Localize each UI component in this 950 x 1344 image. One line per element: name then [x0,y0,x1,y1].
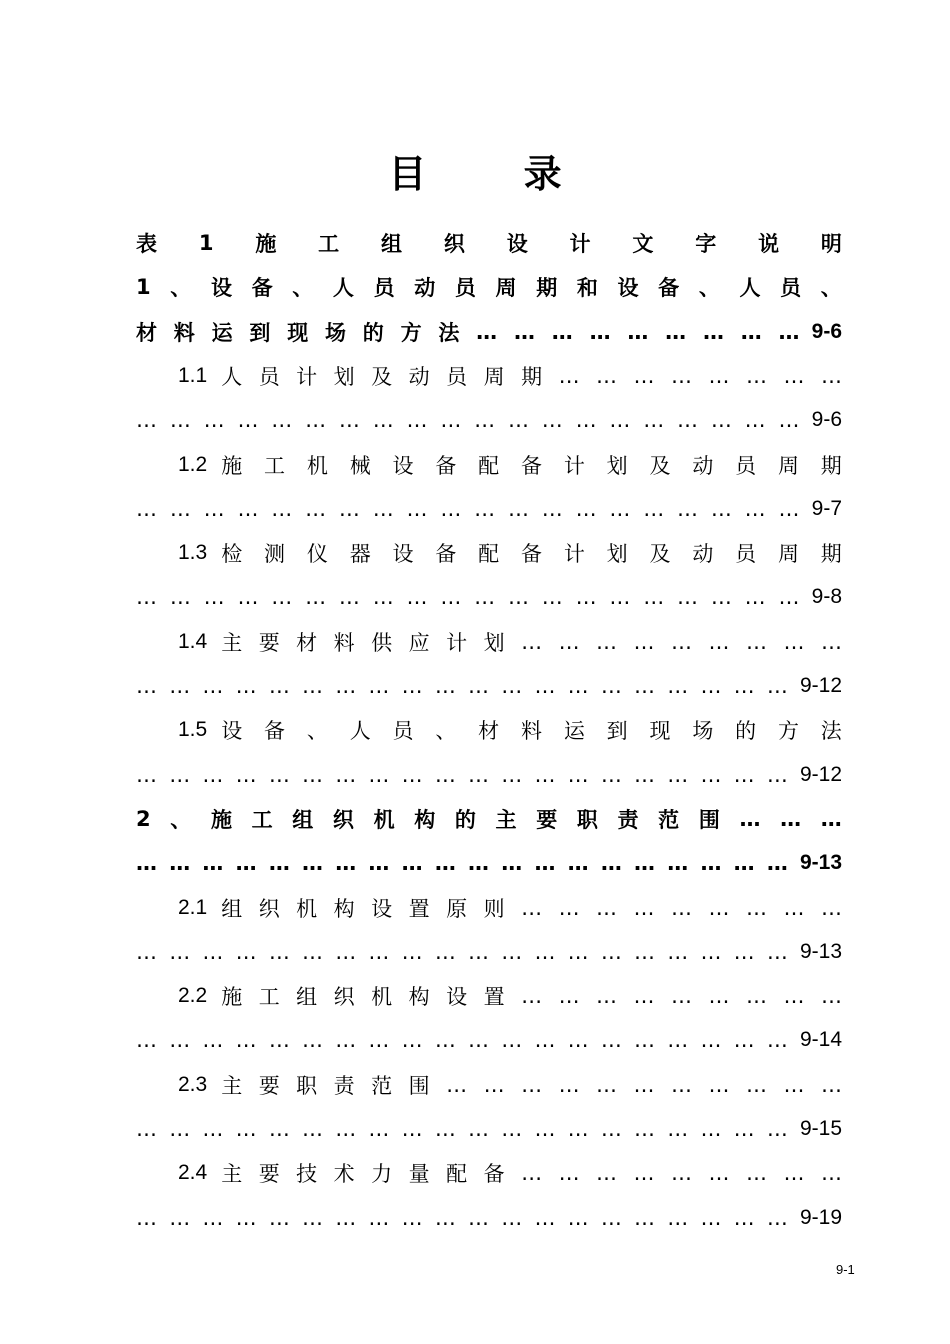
toc-entry-text: 设 备 、 人 员 、 材 料 运 到 现 场 的 方 法 [221,719,842,744]
toc-entry-text: … … … … … … … … … … … … … … … … … … … … [136,939,788,964]
toc-entry-text: 主 要 材 料 供 应 计 划 … … … … … … … … … [221,629,842,655]
toc-entry-text: … … … … … … … … … … … … … … … … … … … … [136,1205,788,1230]
toc-entry-text: 人 员 计 划 及 动 员 周 期 … … … … … … … … [221,363,842,389]
toc-entry-text: 材 料 运 到 现 场 的 方 法 … … … … … … … … … [136,319,800,345]
toc-entry-text: … … … … … … … … … … … … … … … … … … … … [136,496,800,521]
toc-page-ref: 9-13 [799,939,842,963]
toc-entry-text: 施 工 机 械 设 备 配 备 计 划 及 动 员 周 期 [221,453,842,478]
toc-line [178,1151,842,1195]
toc-line [136,221,842,265]
toc-entry-text: … … … … … … … … … … … … … … … … … … … … [136,408,800,433]
toc-section-number: 2.1 [178,895,208,919]
toc-line [178,886,842,930]
toc-line [136,1018,842,1062]
toc-section-number: 1.3 [178,541,208,565]
toc-section-number: 2.2 [178,984,208,1008]
toc-line [136,575,842,619]
toc-page-ref: 9-14 [799,1028,842,1052]
toc-page-ref: 9-7 [811,496,842,520]
toc-entry-text: 表 1 施 工 组 织 设 计 文 字 说 明 [136,231,842,256]
toc-entry-text: 2 、 施 工 组 织 机 构 的 主 要 职 责 范 围 … … … [136,806,842,832]
toc-line [136,487,842,531]
toc-section-number: 2.3 [178,1072,208,1096]
toc-entry-text: … … … … … … … … … … … … … … … … … … … … [136,674,788,698]
toc-line [136,841,842,885]
toc-section-number: 1.2 [178,452,208,476]
toc-line [136,310,842,354]
toc-page-ref: 9-6 [811,408,842,432]
toc-page-ref: 9-8 [811,585,842,609]
toc-page-ref: 9-12 [799,674,842,697]
toc-line [178,354,842,398]
toc-entry-text: 1 、 设 备 、 人 员 动 员 周 期 和 设 备 、 人 员 、 [136,275,842,301]
toc-line [178,974,842,1018]
toc-line [178,708,842,752]
toc-line [136,1107,842,1151]
page-number: 9-1 [836,1262,855,1277]
toc-entry-text: … … … … … … … … … … … … … … … … … … … … [136,1028,788,1053]
toc-entry-text: … … … … … … … … … … … … … … … … … … … … [136,585,800,610]
toc-line [178,443,842,487]
toc-entry-text: … … … … … … … … … … … … … … … … … … … … [136,851,788,876]
toc-line [136,930,842,974]
toc-page-ref: 9-15 [799,1117,842,1140]
toc-line [178,531,842,575]
toc-entry-text: 主 要 职 责 范 围 … … … … … … … … … … … [221,1072,842,1098]
toc-section-number: 1.5 [178,718,208,742]
toc-entry-text: … … … … … … … … … … … … … … … … … … … … [136,1117,788,1141]
toc-line [136,797,842,841]
toc-entry-text: 施 工 组 织 机 构 设 置 … … … … … … … … … [221,984,842,1010]
toc-entry-text: 检 测 仪 器 设 备 配 备 计 划 及 动 员 周 期 [221,542,842,567]
toc-line [136,664,842,708]
toc-entry-text: 组 织 机 构 设 置 原 则 … … … … … … … … … [221,895,842,921]
toc-section-number: 1.1 [178,363,208,387]
toc-entry-text: … … … … … … … … … … … … … … … … … … … … [136,762,788,787]
toc-line [178,1063,842,1107]
toc-section-number: 1.4 [178,629,208,653]
toc-page-ref: 9-19 [799,1205,842,1229]
toc-line [136,398,842,442]
toc-line [136,265,842,309]
toc-line [136,753,842,797]
toc-page-ref: 9-13 [799,851,842,875]
toc-entry-text: 主 要 技 术 力 量 配 备 … … … … … … … … … [221,1161,842,1187]
toc-page-ref: 9-12 [799,762,842,786]
toc-page-ref: 9-6 [811,319,842,343]
toc-section-number: 2.4 [178,1161,208,1185]
toc-line [178,620,842,664]
page-title: 目 录 [388,152,604,196]
toc-line [136,1196,842,1240]
